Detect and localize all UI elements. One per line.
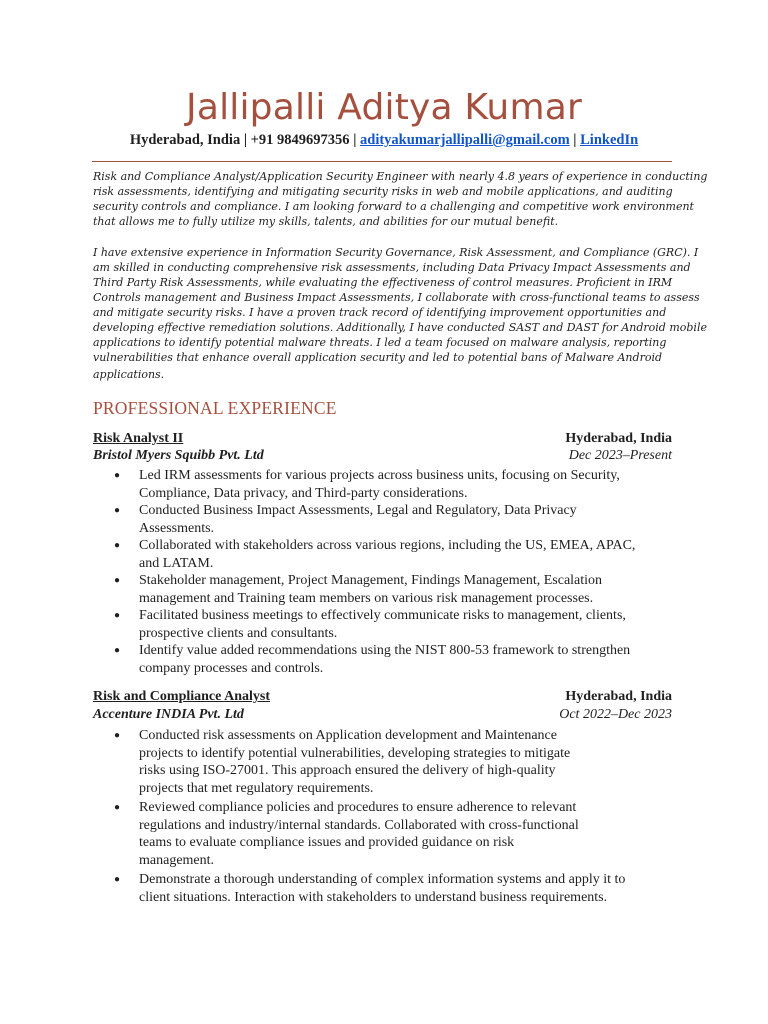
bullet-dot: ●	[114, 470, 121, 481]
candidate-name: Jallipalli Aditya Kumar	[186, 87, 582, 128]
contact-line	[0, 131, 768, 149]
company-name: Bristol Myers Squibb Pvt. Ltd	[93, 448, 264, 463]
bullet-line: Identify value added recommendations using the NIST 800-53 framework to strengthen	[139, 643, 631, 658]
bullet-line: Led IRM assessments for various projects across business units, focusing on Security,	[139, 468, 620, 483]
bullet-line: teams to evaluate compliance issues and provided guidance on risk	[139, 835, 515, 850]
bullet-line: Conducted risk assessments on Application development and Maintenance	[139, 728, 557, 743]
bullet-item	[110, 799, 670, 869]
summary-line: Controls management and Business Impact Assessments, I collaborate with cross-functional teams to assess	[93, 291, 700, 304]
separator: |	[349, 132, 361, 148]
bullet-dot: ●	[114, 575, 121, 586]
bullet-item	[110, 467, 670, 502]
summary-line: developing effective remediation solutions. Additionally, I have conducted SAST and DAST for Android mobile	[93, 321, 707, 334]
bullet-item	[110, 572, 670, 607]
bullet-line: management and Training team members on various risk management processes.	[139, 590, 594, 606]
bullet-dot: ●	[114, 802, 121, 813]
summary-line: vulnerabilities that enhance overall application security and led to potential bans of Malware Android	[93, 351, 663, 364]
summary-line: I have extensive experience in Information Security Governance, Risk Assessment, and Compliance (GRC). I	[93, 246, 699, 259]
bullet-line: and LATAM.	[139, 555, 214, 571]
job-location: Hyderabad, India	[565, 689, 672, 704]
phone-text: +91 9849697356	[250, 132, 350, 148]
bullet-dot: ●	[114, 505, 121, 516]
bullet-line: regulations and industry/internal standards. Collaborated with cross-functional	[139, 817, 579, 833]
bullet-line: Assessments.	[139, 520, 215, 536]
summary-line: Risk and Compliance Analyst/Application Security Engineer with nearly 4.8 years of experience in conducting	[93, 170, 708, 183]
bullet-item	[110, 502, 670, 537]
bullet-line: Conducted Business Impact Assessments, Legal and Regulatory, Data Privacy	[139, 503, 577, 518]
summary-line: applications to identify potential malware threats. I led a team focused on malware analysis, reporting	[93, 336, 667, 349]
bullet-line: Compliance, Data privacy, and Third-party considerations.	[139, 485, 468, 501]
bullet-line: projects to identify potential vulnerabilities, developing strategies to mitigate	[139, 745, 571, 761]
bullet-dot: ●	[114, 874, 121, 885]
bullet-line: Facilitated business meetings to effectively communicate risks to management, clients,	[139, 608, 626, 623]
linkedin-link[interactable]: LinkedIn	[580, 132, 639, 148]
job-location: Hyderabad, India	[565, 431, 672, 446]
summary-paragraph-1	[93, 169, 708, 229]
bullet-line: client situations. Interaction with stakeholders to understand business requirements.	[139, 889, 608, 905]
summary-line: am skilled in conducting comprehensive risk assessments, including Data Privacy Impact Assessments and	[93, 261, 691, 274]
job-title: Risk Analyst II	[93, 431, 184, 446]
summary-line: Third Party Risk Assessments, while evaluating the effectiveness of control measures. Proficient in IRM	[93, 276, 673, 289]
bullet-line: risks using ISO-27001. This approach ensured the delivery of high-quality	[139, 763, 556, 778]
bullet-line: projects that met regulatory requirements.	[139, 780, 374, 796]
bullet-item	[110, 607, 670, 642]
bullet-item	[110, 642, 670, 677]
location-text: Hyderabad, India	[129, 132, 241, 148]
bullet-dot: ●	[114, 645, 121, 656]
bullet-line: Collaborated with stakeholders across various regions, including the US, EMEA, APAC,	[139, 538, 636, 553]
header-divider	[92, 161, 672, 162]
summary-line: and mitigate security risks. I have a proven track record of identifying improvement opportunities and	[93, 306, 667, 319]
bullet-dot: ●	[114, 540, 121, 551]
job-dates: Oct 2022–Dec 2023	[559, 707, 672, 722]
bullet-line: management.	[139, 852, 215, 868]
job-bullets	[110, 727, 670, 908]
summary-line: that allows me to fully utilize my skills, talents, and abilities for our mutual benefit.	[93, 215, 559, 228]
bullet-dot: ●	[114, 610, 121, 621]
separator: |	[569, 132, 581, 148]
bullet-item	[110, 727, 670, 797]
job-bullets	[110, 467, 670, 677]
bullet-line: Reviewed compliance policies and procedures to ensure adherence to relevant	[139, 800, 577, 815]
company-name: Accenture INDIA Pvt. Ltd	[93, 707, 244, 722]
bullet-dot: ●	[114, 730, 121, 741]
separator: |	[240, 132, 251, 148]
summary-paragraph-2	[93, 245, 707, 382]
section-title-experience: PROFESSIONAL EXPERIENCE	[93, 398, 337, 418]
email-link[interactable]: adityakumarjallipalli@gmail.com	[360, 132, 570, 148]
bullet-item	[110, 537, 670, 572]
job-title: Risk and Compliance Analyst	[93, 689, 270, 704]
bullet-line: prospective clients and consultants.	[139, 625, 338, 641]
bullet-line: Demonstrate a thorough understanding of complex information systems and apply it to	[139, 872, 626, 887]
summary-line: security controls and compliance. I am looking forward to a challenging and competitive work environment	[93, 200, 694, 213]
bullet-line: Stakeholder management, Project Management, Findings Management, Escalation	[139, 573, 603, 588]
summary-line: applications.	[93, 368, 165, 381]
summary-line: risk assessments, identifying and mitigating security risks in web and mobile applications, and auditing	[93, 185, 673, 198]
job-dates: Dec 2023–Present	[568, 448, 672, 463]
bullet-item	[110, 871, 670, 906]
bullet-line: company processes and controls.	[139, 660, 324, 676]
